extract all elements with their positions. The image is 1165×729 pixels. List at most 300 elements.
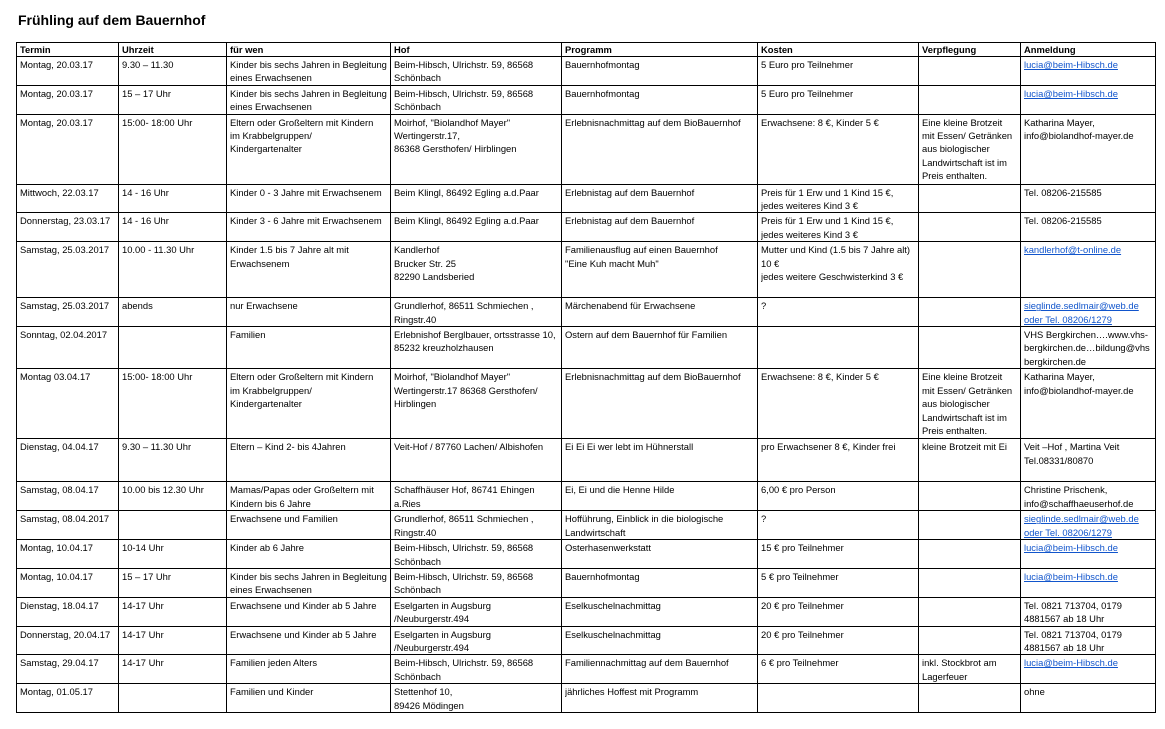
cell-hof [391,57,562,86]
cell-programm-line: Erlebnistag auf dem Bauernhof [565,186,695,198]
cell-anmeldung-line: Tel. 08206-215585 [1024,186,1102,198]
cell-fuer-wen [227,327,391,369]
cell-uhrzeit [119,213,227,242]
cell-fuer-wen-line: im Krabbelgruppen/ [230,384,312,396]
cell-hof [391,184,562,213]
cell-hof-line: Grundlerhof, 86511 Schmiechen , [394,300,534,312]
document-title: Frühling auf dem Bauernhof [18,12,206,28]
cell-verpflegung-line: aus biologischer [922,143,990,155]
cell-termin [17,242,119,298]
cell-fuer-wen [227,540,391,569]
schedule-table [16,42,1156,713]
cell-anmeldung-line: info@schaffhaeuserhof.de [1024,497,1134,509]
cell-hof-line: Ringstr.40 [394,313,437,325]
cell-uhrzeit [119,568,227,597]
cell-kosten-line: jedes weiteres Kind 3 € [761,228,858,240]
cell-programm-line: Erlebnistag auf dem Bauernhof [565,215,695,227]
cell-uhrzeit-line: 10.00 - 11.30 Uhr [122,244,195,256]
cell-fuer-wen-line: nur Erwachsene [230,300,298,312]
cell-programm [562,655,758,684]
cell-programm [562,511,758,540]
cell-anmeldung-line: 4881567 ab 18 Uhr [1024,641,1105,653]
cell-fuer-wen-line: eines Erwachsenen [230,101,312,113]
cell-hof-line: Moirhof, "Biolandhof Mayer" [394,116,511,128]
table-row [17,626,1156,655]
column-header-programm: Programm [562,43,758,57]
cell-anmeldung [1021,213,1156,242]
cell-anmeldung [1021,327,1156,369]
cell-anmeldung [1021,655,1156,684]
cell-uhrzeit [119,298,227,327]
cell-termin-line: Samstag, 08.04.2017 [20,513,110,525]
cell-verpflegung [919,184,1021,213]
cell-uhrzeit [119,626,227,655]
cell-uhrzeit [119,655,227,684]
cell-hof-line: Eselgarten in Augsburg [394,628,491,640]
cell-termin [17,114,119,184]
cell-fuer-wen-line: Familien und Kinder [230,686,314,698]
column-header-verpflegung: Verpflegung [919,43,1021,57]
cell-programm-line: jährliches Hoffest mit Programm [565,686,699,698]
cell-programm-line: Erlebnisnachmittag auf dem BioBauernhof [565,116,741,128]
cell-hof-line: /Neuburgerstr.494 [394,641,470,653]
table-row [17,655,1156,684]
cell-programm-line: Ostern auf dem Bauernhof für Familien [565,329,728,341]
cell-kosten-line: 5 € pro Teilnehmer [761,570,839,582]
cell-programm [562,184,758,213]
cell-verpflegung-line: Lagerfeuer [922,670,968,682]
column-header-fuer-wen: für wen [227,43,391,57]
cell-uhrzeit [119,57,227,86]
cell-uhrzeit [119,540,227,569]
cell-anmeldung-line: 4881567 ab 18 Uhr [1024,613,1105,625]
cell-fuer-wen-line: Eltern – Kind 2- bis 4Jahren [230,441,346,453]
cell-programm-line: "Eine Kuh macht Muh" [565,257,659,269]
cell-kosten [758,213,919,242]
cell-fuer-wen-line: Mamas/Papas oder Großeltern mit [230,484,374,496]
cell-programm-line: Eselkuschelnachmittag [565,599,661,611]
cell-anmeldung-line: Tel. 0821 713704, 0179 [1024,628,1123,640]
cell-programm-line: Bauernhofmontag [565,570,640,582]
cell-kosten [758,114,919,184]
cell-hof-line: Schönbach [394,555,441,567]
table-row [17,298,1156,327]
cell-kosten-line: Preis für 1 Erw und 1 Kind 15 €, [761,186,894,198]
cell-hof-line: Hirblingen [394,398,437,410]
column-header-anmeldung: Anmeldung [1021,43,1156,57]
cell-termin [17,439,119,482]
cell-verpflegung-line: Eine kleine Brotzeit [922,371,1003,383]
cell-anmeldung-line: Katharina Mayer, [1024,116,1095,128]
cell-anmeldung [1021,114,1156,184]
cell-hof-line: 85232 kreuzholzhausen [394,342,494,354]
cell-fuer-wen-line: Erwachsene und Kinder ab 5 Jahre [230,628,377,640]
cell-termin [17,57,119,86]
cell-uhrzeit-line: 10-14 Uhr [122,542,164,554]
cell-kosten [758,184,919,213]
cell-fuer-wen [227,369,391,439]
cell-fuer-wen-line: Kinder ab 6 Jahre [230,542,305,554]
cell-hof-line: 86368 Gersthofen/ Hirblingen [394,143,517,155]
cell-anmeldung-line: Veit –Hof , Martina Veit [1024,441,1120,453]
cell-hof-line: Schönbach [394,584,441,596]
cell-hof-line: Grundlerhof, 86511 Schmiechen , [394,513,534,525]
cell-hof [391,213,562,242]
cell-hof [391,439,562,482]
cell-fuer-wen-line: Kinder 0 - 3 Jahre mit Erwachsenem [230,186,382,198]
cell-verpflegung [919,511,1021,540]
cell-termin-line: Montag, 20.03.17 [20,116,93,128]
table-row [17,57,1156,86]
cell-termin-line: Sonntag, 02.04.2017 [20,329,108,341]
email-link[interactable]: lucia@beim-Hibsch.de [1024,657,1118,669]
table-row [17,114,1156,184]
cell-anmeldung-line: bergkirchen.de…bildung@vhs [1024,342,1150,354]
table-header [17,43,1156,57]
cell-verpflegung-line: Preis enthalten. [922,170,988,182]
cell-fuer-wen-line: Kindergartenalter [230,398,302,410]
cell-termin [17,184,119,213]
cell-termin [17,568,119,597]
cell-hof [391,85,562,114]
cell-hof [391,511,562,540]
cell-anmeldung [1021,597,1156,626]
cell-verpflegung [919,482,1021,511]
cell-verpflegung-line: inkl. Stockbrot am [922,657,997,669]
cell-uhrzeit [119,597,227,626]
cell-fuer-wen-line: Eltern oder Großeltern mit Kindern [230,371,374,383]
cell-uhrzeit-line: 14 - 16 Uhr [122,186,169,198]
cell-programm [562,439,758,482]
cell-hof-line: Beim-Hibsch, Ulrichstr. 59, 86568 [394,59,534,70]
cell-programm-line: Ei, Ei und die Henne Hilde [565,484,675,496]
cell-kosten [758,242,919,298]
cell-uhrzeit [119,684,227,713]
cell-anmeldung-line: VHS Bergkirchen….www.vhs- [1024,329,1148,341]
cell-fuer-wen-line: Kinder bis sechs Jahren in Begleitung [230,570,387,582]
cell-hof-line: Kandlerhof [394,244,440,256]
table-body [17,57,1156,713]
cell-kosten [758,369,919,439]
cell-verpflegung-line: Landwirtschaft ist im [922,411,1007,423]
cell-fuer-wen-line: Kinder bis sechs Jahren in Begleitung [230,59,387,70]
cell-kosten-line: Erwachsene: 8 €, Kinder 5 € [761,371,879,383]
cell-programm [562,298,758,327]
cell-kosten [758,439,919,482]
table-row [17,242,1156,298]
cell-kosten [758,655,919,684]
cell-fuer-wen-line: im Krabbelgruppen/ [230,130,312,142]
cell-kosten [758,298,919,327]
cell-anmeldung [1021,511,1156,540]
cell-verpflegung [919,540,1021,569]
cell-hof [391,327,562,369]
cell-uhrzeit [119,242,227,298]
table-row [17,684,1156,713]
cell-hof-line: Beim-Hibsch, Ulrichstr. 59, 86568 [394,542,534,554]
cell-kosten-line: Mutter und Kind (1.5 bis 7 Jahre alt) [761,244,911,256]
cell-programm-line: Landwirtschaft [565,526,626,538]
cell-kosten-line: jedes weiteres Kind 3 € [761,200,858,212]
email-link[interactable]: kandlerhof@t-online.de [1024,244,1122,256]
cell-hof [391,597,562,626]
cell-uhrzeit-line: 15 – 17 Uhr [122,570,171,582]
cell-programm [562,684,758,713]
table-row [17,184,1156,213]
cell-termin-line: Donnerstag, 23.03.17 [20,215,111,227]
cell-verpflegung [919,85,1021,114]
cell-programm [562,540,758,569]
cell-verpflegung [919,568,1021,597]
cell-uhrzeit-line: 10.00 bis 12.30 Uhr [122,484,204,496]
cell-anmeldung [1021,482,1156,511]
cell-termin [17,540,119,569]
cell-verpflegung [919,655,1021,684]
cell-uhrzeit-line: 14-17 Uhr [122,628,164,640]
cell-hof-line: Veit-Hof / 87760 Lachen/ Albishofen [394,441,544,453]
cell-verpflegung [919,114,1021,184]
cell-programm-line: Familiennachmittag auf dem Bauernhof [565,657,729,669]
cell-hof [391,298,562,327]
cell-uhrzeit-line: 9.30 – 11.30 Uhr [122,441,192,453]
cell-termin [17,482,119,511]
cell-termin [17,327,119,369]
cell-fuer-wen [227,482,391,511]
cell-fuer-wen [227,597,391,626]
cell-uhrzeit [119,511,227,540]
cell-fuer-wen [227,85,391,114]
cell-fuer-wen [227,242,391,298]
cell-programm [562,114,758,184]
cell-kosten-line: 6,00 € pro Person [761,484,836,496]
email-link[interactable]: oder Tel. 08206/1279 [1024,526,1112,538]
cell-verpflegung [919,298,1021,327]
cell-hof-line: Brucker Str. 25 [394,257,457,269]
cell-hof-line: Wertingerstr.17 86368 Gersthofen/ [394,384,538,396]
cell-termin [17,369,119,439]
cell-hof-line: Ringstr.40 [394,526,437,538]
cell-kosten [758,540,919,569]
cell-programm-line: Märchenabend für Erwachsene [565,300,696,312]
table-row [17,597,1156,626]
cell-programm [562,568,758,597]
email-link[interactable]: lucia@beim-Hibsch.de [1024,59,1118,70]
cell-hof-line: Beim-Hibsch, Ulrichstr. 59, 86568 [394,87,534,99]
cell-verpflegung-line: Landwirtschaft ist im [922,156,1007,168]
cell-kosten [758,626,919,655]
cell-anmeldung [1021,369,1156,439]
cell-anmeldung [1021,684,1156,713]
cell-uhrzeit-line: 15 – 17 Uhr [122,87,171,99]
cell-fuer-wen [227,511,391,540]
cell-kosten-line: ? [761,300,767,312]
cell-uhrzeit-line: 15:00- 18:00 Uhr [122,116,193,128]
cell-programm [562,482,758,511]
cell-hof-line: /Neuburgerstr.494 [394,613,470,625]
cell-hof-line: Schönbach [394,72,441,84]
cell-uhrzeit-line: abends [122,300,153,312]
cell-hof [391,482,562,511]
cell-hof-line: Beim Klingl, 86492 Egling a.d.Paar [394,215,539,227]
cell-termin-line: Montag, 10.04.17 [20,542,93,554]
cell-fuer-wen [227,626,391,655]
cell-anmeldung-line: ohne [1024,686,1045,698]
cell-fuer-wen [227,114,391,184]
column-header-termin: Termin [17,43,119,57]
cell-uhrzeit-line: 9.30 – 11.30 [122,59,174,70]
cell-hof-line: Schaffhäuser Hof, 86741 Ehingen [394,484,535,496]
cell-termin-line: Samstag, 08.04.17 [20,484,99,496]
cell-uhrzeit-line: 14-17 Uhr [122,657,164,669]
cell-hof-line: Beim-Hibsch, Ulrichstr. 59, 86568 [394,570,534,582]
cell-programm-line: Bauernhofmontag [565,87,640,99]
cell-anmeldung [1021,568,1156,597]
cell-fuer-wen-line: Kindern bis 6 Jahre [230,497,311,509]
cell-fuer-wen [227,684,391,713]
email-link[interactable]: sieglinde.sedlmair@web.de [1024,300,1139,312]
cell-kosten-line: jedes weitere Geschwisterkind 3 € [761,271,904,283]
cell-verpflegung [919,213,1021,242]
cell-fuer-wen-line: Familien [230,329,266,341]
cell-hof [391,369,562,439]
cell-anmeldung-line: info@biolandhof-mayer.de [1024,130,1134,142]
cell-kosten [758,684,919,713]
table-row [17,482,1156,511]
cell-termin-line: Montag, 01.05.17 [20,686,93,698]
cell-kosten-line: Erwachsene: 8 €, Kinder 5 € [761,116,879,128]
cell-termin [17,597,119,626]
cell-anmeldung [1021,184,1156,213]
table-row [17,85,1156,114]
cell-termin [17,213,119,242]
cell-verpflegung-line: Preis enthalten. [922,424,988,436]
cell-hof-line: Wertingerstr.17, [394,130,460,142]
cell-hof [391,114,562,184]
cell-verpflegung-line: aus biologischer [922,398,990,410]
cell-verpflegung [919,327,1021,369]
cell-uhrzeit [119,482,227,511]
cell-hof-line: Moirhof, "Biolandhof Mayer" [394,371,511,383]
cell-fuer-wen [227,655,391,684]
cell-kosten [758,85,919,114]
column-header-uhrzeit: Uhrzeit [119,43,227,57]
table-row [17,568,1156,597]
cell-uhrzeit [119,114,227,184]
cell-termin-line: Montag, 10.04.17 [20,570,93,582]
cell-hof [391,684,562,713]
table-row [17,511,1156,540]
cell-termin-line: Montag, 20.03.17 [20,87,93,99]
column-header-hof: Hof [391,43,562,57]
cell-kosten-line: 6 € pro Teilnehmer [761,657,839,669]
cell-programm-line: Hofführung, Einblick in die biologische [565,513,724,525]
cell-programm-line: Eselkuschelnachmittag [565,628,661,640]
cell-fuer-wen-line: Kinder 1.5 bis 7 Jahre alt mit [230,244,349,256]
cell-verpflegung [919,626,1021,655]
cell-kosten-line: pro Erwachsener 8 €, Kinder frei [761,441,896,453]
cell-termin-line: Samstag, 25.03.2017 [20,244,110,256]
cell-hof [391,655,562,684]
email-link[interactable]: sieglinde.sedlmair@web.de [1024,513,1139,525]
cell-uhrzeit [119,85,227,114]
table-row [17,327,1156,369]
cell-fuer-wen [227,184,391,213]
header-row [17,43,1156,57]
cell-termin [17,298,119,327]
email-link[interactable]: lucia@beim-Hibsch.de [1024,570,1118,582]
table-row [17,213,1156,242]
cell-termin [17,684,119,713]
cell-anmeldung [1021,298,1156,327]
cell-anmeldung-line: info@biolandhof-mayer.de [1024,384,1134,396]
cell-anmeldung-line: Tel. 08206-215585 [1024,215,1102,227]
cell-programm [562,57,758,86]
cell-kosten-line: 5 Euro pro Teilnehmer [761,59,854,70]
column-header-kosten: Kosten [758,43,919,57]
cell-programm-line: Osterhasenwerkstatt [565,542,651,554]
cell-kosten-line: 15 € pro Teilnehmer [761,542,844,554]
cell-termin-line: Samstag, 25.03.2017 [20,300,110,312]
cell-fuer-wen-line: Eltern oder Großeltern mit Kindern [230,116,374,128]
table-row [17,439,1156,482]
cell-anmeldung-line: Tel. 0821 713704, 0179 [1024,599,1123,611]
cell-anmeldung-line: Christine Prischenk, [1024,484,1108,496]
cell-fuer-wen-line: Kinder 3 - 6 Jahre mit Erwachsenem [230,215,382,227]
email-link[interactable]: lucia@beim-Hibsch.de [1024,542,1118,554]
cell-kosten-line: Preis für 1 Erw und 1 Kind 15 €, [761,215,894,227]
cell-hof-line: Schönbach [394,670,441,682]
cell-hof-line: Schönbach [394,101,441,113]
cell-anmeldung-line: Tel.08331/80870 [1024,454,1094,466]
cell-fuer-wen [227,439,391,482]
cell-anmeldung [1021,439,1156,482]
cell-hof [391,568,562,597]
cell-hof-line: 89426 Mödingen [394,699,464,711]
email-link[interactable]: lucia@beim-Hibsch.de [1024,87,1118,99]
cell-programm [562,85,758,114]
cell-hof-line: Beim Klingl, 86492 Egling a.d.Paar [394,186,539,198]
cell-termin [17,655,119,684]
cell-programm-line: Ei Ei Ei wer lebt im Hühnerstall [565,441,694,453]
cell-termin-line: Samstag, 29.04.17 [20,657,99,669]
cell-verpflegung [919,684,1021,713]
cell-verpflegung [919,242,1021,298]
table-row [17,369,1156,439]
cell-fuer-wen [227,57,391,86]
cell-uhrzeit-line: 14 - 16 Uhr [122,215,169,227]
email-link[interactable]: oder Tel. 08206/1279 [1024,313,1112,325]
cell-termin [17,85,119,114]
cell-kosten [758,482,919,511]
cell-uhrzeit [119,439,227,482]
cell-hof [391,242,562,298]
cell-kosten-line: 20 € pro Teilnehmer [761,628,844,640]
cell-anmeldung-line: Katharina Mayer, [1024,371,1095,383]
cell-kosten-line: ? [761,513,767,525]
cell-anmeldung-line: bergkirchen.de [1024,355,1087,367]
cell-anmeldung [1021,242,1156,298]
cell-termin-line: Donnerstag, 20.04.17 [20,628,111,640]
cell-programm-line: Bauernhofmontag [565,59,640,70]
cell-fuer-wen-line: eines Erwachsenen [230,584,312,596]
cell-uhrzeit [119,184,227,213]
cell-anmeldung [1021,57,1156,86]
cell-hof-line: Erlebnishof Berglbauer, ortsstrasse 10, [394,329,556,341]
cell-kosten [758,597,919,626]
cell-fuer-wen [227,568,391,597]
cell-fuer-wen-line: Erwachsene und Familien [230,513,338,525]
cell-termin [17,511,119,540]
